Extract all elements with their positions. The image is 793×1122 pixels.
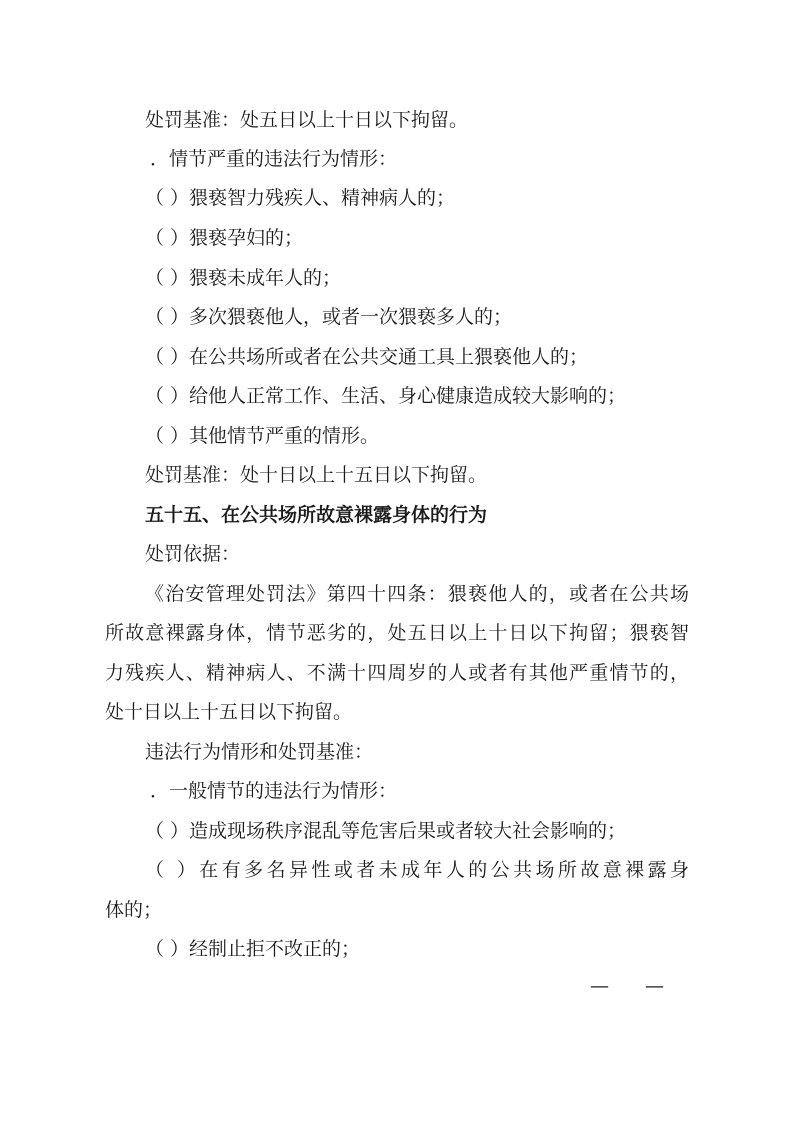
serious-circumstances-heading: ．情节严重的违法行为情形： <box>150 148 398 170</box>
penalty-basis-label: 处罚依据： <box>145 543 241 565</box>
legal-text-line: 力残疾人、精神病人、不满十四周岁的人或者有其他严重情节的， <box>105 662 689 684</box>
list-item: （ ）多次猥亵他人，或者一次猥亵多人的； <box>145 306 513 328</box>
legal-text-line: 《治安管理处罚法》第四十四条：猥亵他人的，或者在公共场 <box>145 583 689 605</box>
list-item: （ ）在公共场所或者在公共交通工具上猥亵他人的； <box>145 346 589 368</box>
legal-text-line: 所故意裸露身体，情节恶劣的，处五日以上十日以下拘留；猥亵智 <box>105 622 689 644</box>
circumstances-heading: 违法行为情形和处罚基准： <box>145 741 374 763</box>
list-item: （ ）猥亵孕妇的； <box>145 227 304 249</box>
list-item: （ ）猥亵未成年人的； <box>145 267 342 289</box>
page-number-dash-left: — <box>590 975 609 997</box>
list-item: （ ）猥亵智力残疾人、精神病人的； <box>145 187 456 209</box>
list-item-continuation: 体的； <box>105 899 163 921</box>
list-item: （ ）其他情节严重的情形。 <box>145 425 380 447</box>
section-heading: 五十五、在公共场所故意裸露身体的行为 <box>145 504 488 526</box>
list-item: （ ）给他人正常工作、生活、身心健康造成较大影响的； <box>145 385 627 407</box>
general-circumstances-heading: ．一般情节的违法行为情形： <box>150 780 398 802</box>
list-item: （ ）在有多名异性或者未成年人的公共场所故意裸露身 <box>145 859 689 881</box>
list-item: （ ）经制止拒不改正的； <box>145 938 361 960</box>
penalty-standard-line: 处罚基准：处五日以上十日以下拘留。 <box>145 109 469 131</box>
page-number-dash-right: — <box>645 975 664 997</box>
list-item: （ ）造成现场秩序混乱等危害后果或者较大社会影响的； <box>145 820 627 842</box>
legal-text-line: 处十日以上十五日以下拘留。 <box>105 701 353 723</box>
penalty-standard-line: 处罚基准：处十日以上十五日以下拘留。 <box>145 464 488 486</box>
